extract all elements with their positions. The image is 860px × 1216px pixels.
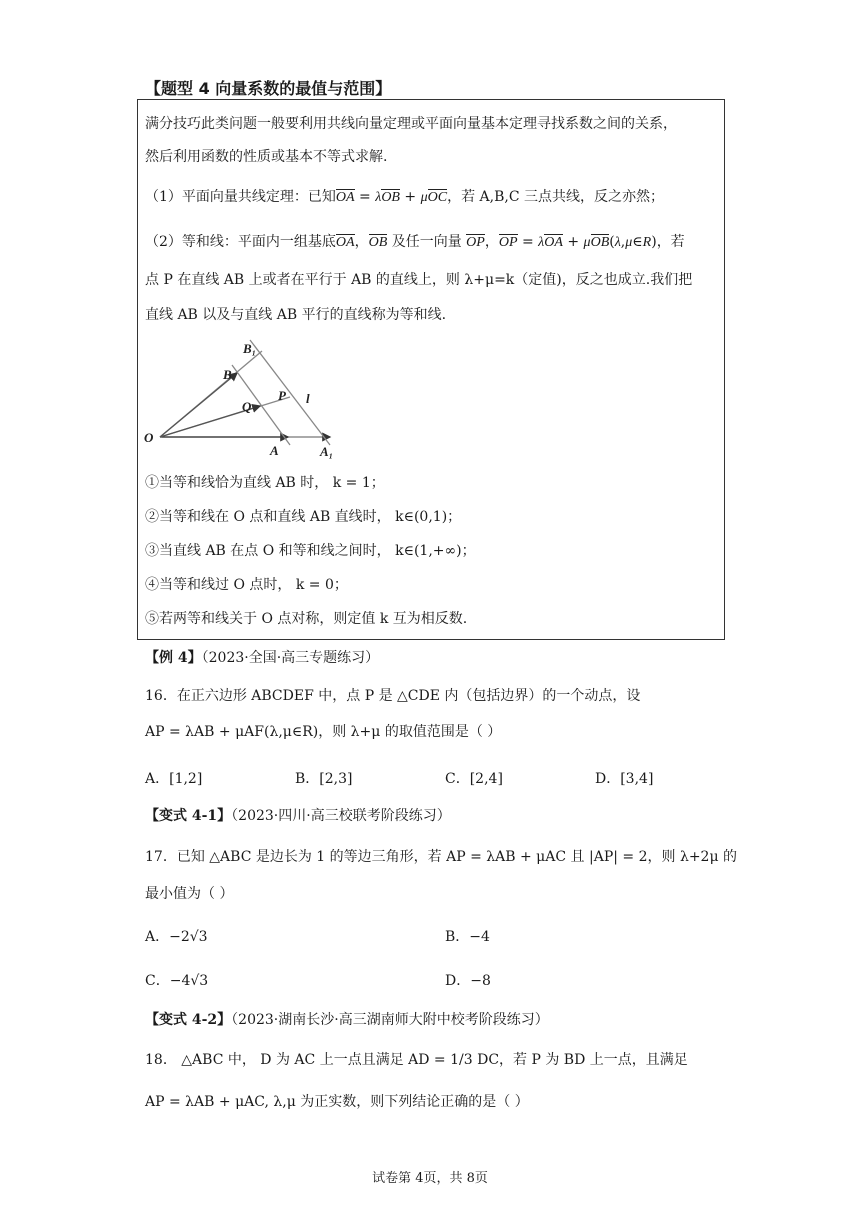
- example-4-header: 【例 4】（2023·全国·高三专题练习）: [145, 650, 380, 666]
- question-18-line1: 18． △ABC 中， D 为 AC 上一点且满足 AD = 1/3 DC，若 P 为 BD 上一点，且满足: [145, 1052, 688, 1068]
- fact-1: ①当等和线恰为直线 AB 时， k = 1；: [145, 475, 385, 491]
- label-A: A: [270, 443, 279, 458]
- q16-option-c: C．[2,4]: [445, 771, 503, 787]
- question-18-line2: AP = λAB + μAC, λ,μ 为正实数，则下列结论正确的是（ ）: [145, 1094, 529, 1110]
- section-heading: 【题型 4 向量系数的最值与范围】: [145, 79, 392, 98]
- equal-sum-line-def-2: 点 P 在直线 AB 上或者在平行于 AB 的直线上，则 λ+μ=k（定值)，反之也成立.我们把: [145, 272, 693, 288]
- fact-3: ③当直线 AB 在点 O 和等和线之间时， k∈(1,+∞)；: [145, 543, 476, 559]
- line-l: [250, 340, 330, 445]
- question-17-line1: 17．已知 △ABC 是边长为 1 的等边三角形，若 AP = λAB + μAC 且 |AP| = 2，则 λ+2μ 的: [145, 849, 738, 865]
- fact-4: ④当等和线过 O 点时， k = 0；: [145, 577, 348, 593]
- q17-option-d: D．−8: [445, 973, 491, 989]
- label-O: O: [144, 430, 154, 445]
- label-Q: Q: [242, 399, 252, 414]
- equal-sum-line-diagram: [140, 335, 350, 460]
- question-16-line1: 16．在正六边形 ABCDEF 中，点 P 是 △CDE 内（包括边界）的一个动点，设: [145, 688, 641, 704]
- q16-option-a: A．[1,2]: [145, 771, 203, 787]
- q16-option-b: B．[2,3]: [295, 771, 353, 787]
- variant-4-1-header: 【变式 4-1】（2023·四川·高三校联考阶段练习）: [145, 808, 451, 824]
- page-footer: 试卷第 4页，共 8页: [372, 1171, 488, 1186]
- tips-intro-line2: 然后利用函数的性质或基本不等式求解.: [145, 149, 388, 165]
- label-l: l: [306, 391, 310, 406]
- fact-5: ⑤若两等和线关于 O 点对称，则定值 k 互为相反数.: [145, 611, 468, 627]
- label-A1: A₁: [320, 444, 334, 459]
- line-AB: [232, 365, 290, 445]
- collinear-theorem: （1）平面向量共线定理：已知OA = λOB + μOC，若 A,B,C 三点共线，反之亦然；: [145, 189, 665, 205]
- tips-intro-line1: 满分技巧此类问题一般要利用共线向量定理或平面向量基本定理寻找系数之间的关系，: [145, 116, 677, 132]
- q17-option-a: A．−2√3: [145, 929, 208, 945]
- variant-4-2-header: 【变式 4-2】（2023·湖南长沙·高三湖南师大附中校考阶段练习）: [145, 1012, 549, 1028]
- equal-sum-line-def-3: 直线 AB 以及与直线 AB 平行的直线称为等和线.: [145, 307, 447, 323]
- q16-option-d: D．[3,4]: [595, 771, 654, 787]
- equal-sum-line-def: （2）等和线：平面内一组基底OA，OB 及任一向量 OP，OP = λOA + μOB(λ,μ∈R)，若: [145, 234, 685, 250]
- q17-option-c: C．−4√3: [145, 973, 209, 989]
- fact-2: ②当等和线在 O 点和直线 AB 直线时， k∈(0,1)；: [145, 509, 462, 525]
- question-16-line2: AP = λAB + μAF(λ,μ∈R)，则 λ+μ 的取值范围是（ ）: [145, 724, 502, 740]
- vector-OB: [160, 373, 237, 437]
- question-17-line2: 最小值为（ ）: [145, 886, 234, 902]
- label-B: B: [223, 367, 232, 382]
- q17-option-b: B．−4: [445, 929, 490, 945]
- label-P: P: [278, 388, 286, 403]
- label-B1: B₁: [243, 341, 257, 356]
